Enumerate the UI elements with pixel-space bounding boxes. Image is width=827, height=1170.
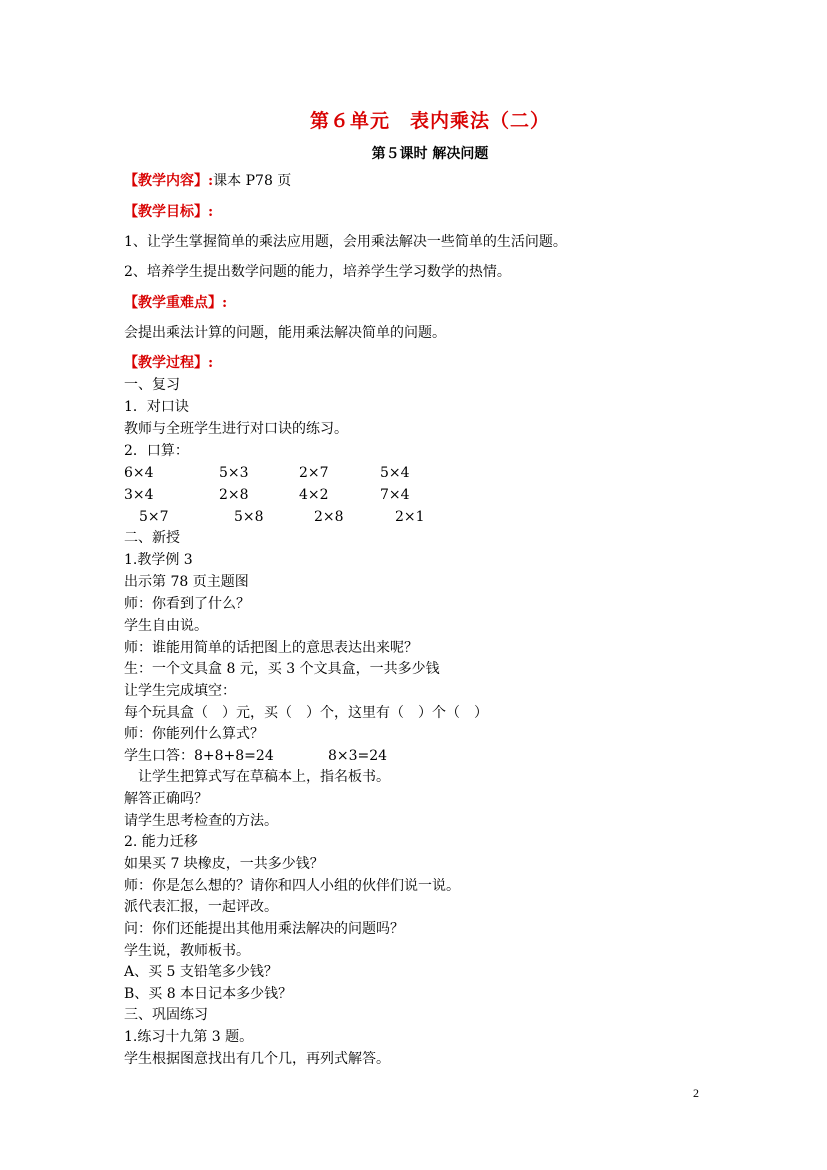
process-line: 教师与全班学生进行对口诀的练习。 [124, 421, 348, 437]
lesson-subtitle: 第５课时 解决问题 [371, 146, 489, 162]
process-line: 每个玩具盒（ ）元，买（ ）个，这里有（ ）个（ ） [124, 705, 488, 721]
process-line: 如果买 7 块橡皮，一共多少钱？ [124, 856, 324, 872]
goal-item: 2、培养学生提出数学问题的能力，培养学生学习数学的热情。 [124, 264, 511, 280]
goals-label: 【教学目标】: [124, 204, 214, 220]
process-line: 三、巩固练习 [124, 1007, 208, 1023]
oral-item: 5×8 [234, 509, 264, 525]
oral-item: 5×7 [139, 509, 169, 525]
process-line: 让学生完成填空： [124, 683, 236, 699]
process-line: 师：你能列什么算式？ [124, 726, 264, 742]
process-line: B、买 8 本日记本多少钱？ [124, 986, 293, 1002]
process-line: A、买 5 支铅笔多少钱？ [124, 964, 278, 980]
oral-item: 2×7 [299, 465, 329, 481]
answer-formula: 8×3=24 [328, 748, 388, 764]
process-label: 【教学过程】: [124, 355, 214, 371]
process-line: 师：你看到了什么？ [124, 596, 250, 612]
process-line: 1．对口诀 [124, 399, 189, 415]
process-line: 生：一个文具盒 8 元，买 3 个文具盒，一共多少钱 [124, 661, 440, 677]
oral-item: 7×4 [380, 487, 410, 503]
process-line: 问：你们还能提出其他用乘法解决的问题吗？ [124, 921, 404, 937]
process-line: 学生说，教师板书。 [124, 943, 250, 959]
process-line: 2．口算： [124, 443, 189, 459]
oral-item: 3×4 [124, 487, 154, 503]
page-title: 第６单元 表内乘法（二） [309, 110, 550, 132]
process-line: 1.练习十九第 3 题。 [124, 1029, 254, 1045]
process-line: 二、新授 [124, 530, 180, 546]
content-label: 【教学内容】: [124, 173, 214, 189]
oral-item: 2×8 [314, 509, 344, 525]
process-line: 学生自由说。 [124, 618, 208, 634]
oral-item: 6×4 [124, 465, 154, 481]
content-line [124, 172, 291, 190]
content-text: 课本 P78 页 [213, 173, 292, 189]
process-line: 出示第 78 页主题图 [124, 574, 249, 590]
process-line: 2. 能力迁移 [124, 834, 198, 850]
goal-item: 1、让学生掌握简单的乘法应用题，会用乘法解决一些简单的生活问题。 [124, 234, 567, 250]
process-line: 请学生思考检查的方法。 [124, 813, 278, 829]
process-line: 一、复习 [124, 377, 180, 393]
oral-item: 2×8 [219, 487, 249, 503]
answer-label: 学生口答：8+8+8=24 [124, 748, 274, 764]
process-line: 师：你是怎么想的？请你和四人小组的伙伴们说一说。 [124, 878, 460, 894]
process-line: 学生根据图意找出有几个几，再列式解答。 [124, 1051, 390, 1067]
key-label: 【教学重难点】: [124, 295, 228, 311]
oral-item: 5×4 [380, 465, 410, 481]
oral-item: 5×3 [219, 465, 249, 481]
process-line: 派代表汇报，一起评改。 [124, 899, 278, 915]
process-line: 师：谁能用简单的话把图上的意思表达出来呢？ [124, 640, 418, 656]
page-number: 2 [693, 1086, 699, 1100]
oral-item: 4×2 [299, 487, 329, 503]
oral-item: 2×1 [395, 509, 425, 525]
process-line: 1.教学例 3 [124, 552, 193, 568]
process-line: 让学生把算式写在草稿本上，指名板书。 [124, 769, 390, 785]
process-line: 解答正确吗？ [124, 791, 208, 807]
key-text: 会提出乘法计算的问题，能用乘法解决简单的问题。 [124, 325, 446, 341]
